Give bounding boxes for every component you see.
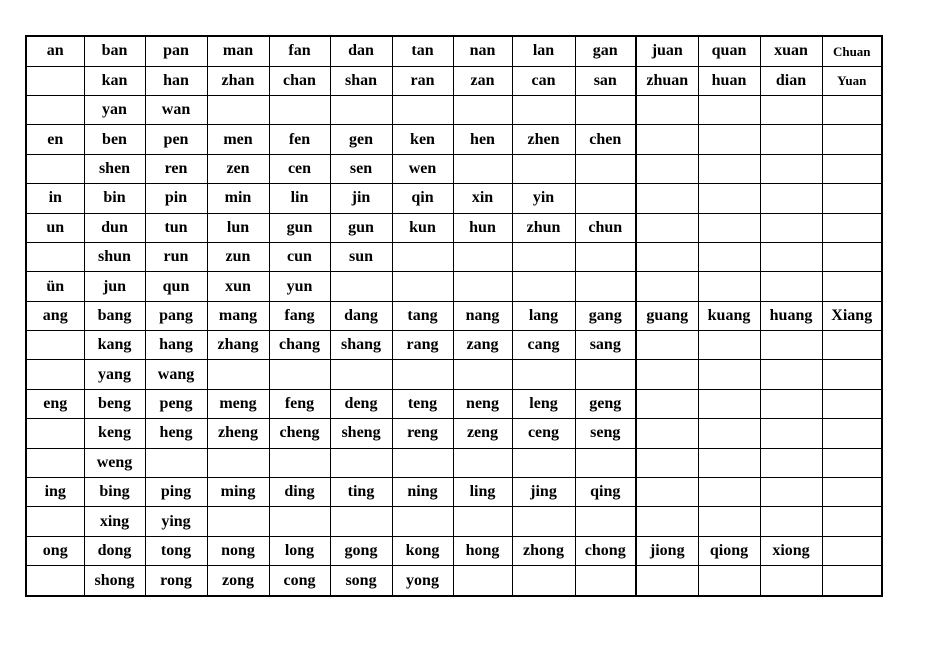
- syllable-cell: [822, 419, 882, 448]
- syllable-cell: [207, 96, 269, 125]
- syllable-cell: [392, 96, 453, 125]
- syllable-cell: tong: [145, 536, 207, 565]
- syllable-cell: zhun: [512, 213, 575, 242]
- syllable-cell: [698, 213, 760, 242]
- syllable-cell: ceng: [512, 419, 575, 448]
- syllable-cell: jiong: [636, 536, 698, 565]
- syllable-cell: [822, 184, 882, 213]
- syllable-cell: [760, 448, 822, 477]
- syllable-cell: [698, 242, 760, 271]
- syllable-cell: [145, 448, 207, 477]
- table-row: [26, 360, 882, 389]
- syllable-cell: [453, 272, 512, 301]
- syllable-cell: zhuan: [636, 66, 698, 95]
- syllable-cell: san: [575, 66, 636, 95]
- final-label-cell: eng: [26, 389, 84, 418]
- syllable-cell: [636, 184, 698, 213]
- syllable-cell: [453, 448, 512, 477]
- syllable-cell: tan: [392, 36, 453, 66]
- syllable-cell: ding: [269, 477, 330, 506]
- final-label-cell: [26, 331, 84, 360]
- syllable-cell: [453, 96, 512, 125]
- syllable-cell: [760, 184, 822, 213]
- syllable-cell: [760, 154, 822, 183]
- syllable-cell: [636, 154, 698, 183]
- syllable-cell: lang: [512, 301, 575, 330]
- syllable-cell: zen: [207, 154, 269, 183]
- syllable-cell: [822, 448, 882, 477]
- syllable-cell: [760, 272, 822, 301]
- syllable-cell: [636, 477, 698, 506]
- syllable-cell: [698, 331, 760, 360]
- syllable-cell: kan: [84, 66, 145, 95]
- syllable-cell: xun: [207, 272, 269, 301]
- syllable-cell: shan: [330, 66, 392, 95]
- syllable-cell: [512, 96, 575, 125]
- syllable-cell: nong: [207, 536, 269, 565]
- syllable-cell: [636, 213, 698, 242]
- syllable-cell: [636, 125, 698, 154]
- table-row: [26, 184, 882, 213]
- syllable-cell: [822, 536, 882, 565]
- syllable-cell: [822, 507, 882, 536]
- syllable-cell: ning: [392, 477, 453, 506]
- syllable-cell: kuang: [698, 301, 760, 330]
- syllable-cell: qing: [575, 477, 636, 506]
- syllable-cell: man: [207, 36, 269, 66]
- syllable-cell: yun: [269, 272, 330, 301]
- syllable-cell: [392, 360, 453, 389]
- syllable-cell: [822, 477, 882, 506]
- syllable-cell: Chuan: [822, 36, 882, 66]
- syllable-cell: men: [207, 125, 269, 154]
- syllable-cell: seng: [575, 419, 636, 448]
- syllable-cell: [822, 154, 882, 183]
- final-label-cell: [26, 66, 84, 95]
- syllable-cell: wan: [145, 96, 207, 125]
- table-row: [26, 477, 882, 506]
- syllable-cell: [636, 360, 698, 389]
- syllable-cell: Yuan: [822, 66, 882, 95]
- syllable-cell: dun: [84, 213, 145, 242]
- syllable-cell: [822, 331, 882, 360]
- syllable-cell: [760, 477, 822, 506]
- syllable-cell: peng: [145, 389, 207, 418]
- syllable-cell: [760, 419, 822, 448]
- syllable-cell: hong: [453, 536, 512, 565]
- syllable-cell: [822, 272, 882, 301]
- syllable-cell: gun: [269, 213, 330, 242]
- table-row: [26, 96, 882, 125]
- table-row: [26, 36, 882, 66]
- syllable-cell: rang: [392, 331, 453, 360]
- syllable-cell: shun: [84, 242, 145, 271]
- syllable-cell: sen: [330, 154, 392, 183]
- syllable-cell: zhen: [512, 125, 575, 154]
- syllable-cell: cheng: [269, 419, 330, 448]
- syllable-cell: zang: [453, 331, 512, 360]
- syllable-cell: kong: [392, 536, 453, 565]
- syllable-cell: zeng: [453, 419, 512, 448]
- syllable-cell: ran: [392, 66, 453, 95]
- syllable-cell: [269, 507, 330, 536]
- syllable-cell: teng: [392, 389, 453, 418]
- syllable-cell: [636, 566, 698, 596]
- syllable-cell: [392, 242, 453, 271]
- syllable-cell: [822, 242, 882, 271]
- syllable-cell: shang: [330, 331, 392, 360]
- syllable-cell: zhang: [207, 331, 269, 360]
- final-label-cell: ing: [26, 477, 84, 506]
- syllable-cell: ying: [145, 507, 207, 536]
- syllable-cell: sun: [330, 242, 392, 271]
- syllable-cell: [512, 272, 575, 301]
- syllable-cell: ken: [392, 125, 453, 154]
- syllable-cell: [330, 507, 392, 536]
- syllable-cell: [760, 566, 822, 596]
- syllable-cell: [636, 331, 698, 360]
- syllable-cell: shong: [84, 566, 145, 596]
- syllable-cell: [760, 331, 822, 360]
- syllable-cell: zhong: [512, 536, 575, 565]
- syllable-cell: [698, 448, 760, 477]
- syllable-cell: fang: [269, 301, 330, 330]
- final-label-cell: ong: [26, 536, 84, 565]
- syllable-cell: chen: [575, 125, 636, 154]
- syllable-cell: long: [269, 536, 330, 565]
- syllable-cell: ben: [84, 125, 145, 154]
- syllable-cell: fan: [269, 36, 330, 66]
- syllable-cell: ban: [84, 36, 145, 66]
- syllable-cell: [392, 507, 453, 536]
- syllable-cell: fen: [269, 125, 330, 154]
- syllable-cell: sheng: [330, 419, 392, 448]
- syllable-cell: yin: [512, 184, 575, 213]
- syllable-cell: lun: [207, 213, 269, 242]
- syllable-cell: [575, 360, 636, 389]
- syllable-cell: juan: [636, 36, 698, 66]
- syllable-cell: [269, 360, 330, 389]
- syllable-cell: [698, 154, 760, 183]
- syllable-cell: kun: [392, 213, 453, 242]
- syllable-cell: [512, 360, 575, 389]
- syllable-cell: [330, 448, 392, 477]
- table-row: [26, 301, 882, 330]
- syllable-cell: cang: [512, 331, 575, 360]
- syllable-cell: deng: [330, 389, 392, 418]
- final-label-cell: ün: [26, 272, 84, 301]
- syllable-cell: lin: [269, 184, 330, 213]
- syllable-cell: sang: [575, 331, 636, 360]
- syllable-cell: [269, 448, 330, 477]
- syllable-cell: [453, 507, 512, 536]
- syllable-cell: [330, 360, 392, 389]
- syllable-cell: qin: [392, 184, 453, 213]
- table-row: [26, 66, 882, 95]
- syllable-cell: huan: [698, 66, 760, 95]
- syllable-cell: dian: [760, 66, 822, 95]
- final-label-cell: [26, 566, 84, 596]
- syllable-cell: [698, 507, 760, 536]
- syllable-cell: [698, 360, 760, 389]
- syllable-cell: feng: [269, 389, 330, 418]
- syllable-cell: [636, 272, 698, 301]
- final-label-cell: [26, 242, 84, 271]
- syllable-cell: [636, 507, 698, 536]
- syllable-cell: gang: [575, 301, 636, 330]
- syllable-cell: hang: [145, 331, 207, 360]
- syllable-cell: [822, 389, 882, 418]
- syllable-cell: chan: [269, 66, 330, 95]
- syllable-cell: qun: [145, 272, 207, 301]
- syllable-cell: guang: [636, 301, 698, 330]
- table-row: [26, 536, 882, 565]
- syllable-cell: gan: [575, 36, 636, 66]
- syllable-cell: mang: [207, 301, 269, 330]
- syllable-cell: xin: [453, 184, 512, 213]
- syllable-cell: geng: [575, 389, 636, 418]
- syllable-cell: huang: [760, 301, 822, 330]
- syllable-cell: xiong: [760, 536, 822, 565]
- syllable-cell: heng: [145, 419, 207, 448]
- syllable-cell: reng: [392, 419, 453, 448]
- syllable-cell: shen: [84, 154, 145, 183]
- syllable-cell: gun: [330, 213, 392, 242]
- final-label-cell: en: [26, 125, 84, 154]
- syllable-cell: [512, 154, 575, 183]
- table-row: [26, 566, 882, 596]
- syllable-cell: [575, 184, 636, 213]
- syllable-cell: ling: [453, 477, 512, 506]
- syllable-cell: han: [145, 66, 207, 95]
- syllable-cell: yang: [84, 360, 145, 389]
- syllable-cell: tang: [392, 301, 453, 330]
- syllable-cell: [575, 96, 636, 125]
- syllable-cell: wang: [145, 360, 207, 389]
- table-row: [26, 125, 882, 154]
- syllable-cell: [636, 448, 698, 477]
- final-label-cell: an: [26, 36, 84, 66]
- syllable-cell: [575, 154, 636, 183]
- syllable-cell: [698, 272, 760, 301]
- syllable-cell: [330, 96, 392, 125]
- syllable-cell: jin: [330, 184, 392, 213]
- syllable-cell: [512, 242, 575, 271]
- syllable-cell: nang: [453, 301, 512, 330]
- syllable-cell: zheng: [207, 419, 269, 448]
- table-row: [26, 448, 882, 477]
- syllable-cell: [453, 154, 512, 183]
- syllable-cell: [269, 96, 330, 125]
- syllable-cell: run: [145, 242, 207, 271]
- syllable-cell: [636, 242, 698, 271]
- syllable-cell: lan: [512, 36, 575, 66]
- syllable-cell: dan: [330, 36, 392, 66]
- syllable-cell: [453, 566, 512, 596]
- syllable-cell: [453, 360, 512, 389]
- syllable-cell: [207, 360, 269, 389]
- final-label-cell: [26, 96, 84, 125]
- syllable-cell: [698, 477, 760, 506]
- final-label-cell: [26, 448, 84, 477]
- syllable-cell: [698, 125, 760, 154]
- table-row: [26, 331, 882, 360]
- syllable-cell: xing: [84, 507, 145, 536]
- syllable-cell: zun: [207, 242, 269, 271]
- syllable-cell: nan: [453, 36, 512, 66]
- syllable-cell: dong: [84, 536, 145, 565]
- syllable-cell: hen: [453, 125, 512, 154]
- syllable-cell: [760, 96, 822, 125]
- syllable-cell: [760, 507, 822, 536]
- final-label-cell: [26, 154, 84, 183]
- syllable-cell: pen: [145, 125, 207, 154]
- syllable-cell: [822, 96, 882, 125]
- syllable-cell: [760, 213, 822, 242]
- syllable-cell: quan: [698, 36, 760, 66]
- syllable-cell: [512, 448, 575, 477]
- syllable-cell: jing: [512, 477, 575, 506]
- syllable-cell: rong: [145, 566, 207, 596]
- final-label-cell: [26, 419, 84, 448]
- syllable-cell: wen: [392, 154, 453, 183]
- table-row: [26, 272, 882, 301]
- syllable-cell: qiong: [698, 536, 760, 565]
- syllable-cell: pin: [145, 184, 207, 213]
- syllable-cell: bin: [84, 184, 145, 213]
- syllable-cell: [575, 507, 636, 536]
- syllable-cell: ren: [145, 154, 207, 183]
- syllable-cell: yan: [84, 96, 145, 125]
- syllable-cell: zan: [453, 66, 512, 95]
- syllable-cell: pan: [145, 36, 207, 66]
- syllable-cell: [575, 448, 636, 477]
- syllable-cell: chong: [575, 536, 636, 565]
- syllable-cell: can: [512, 66, 575, 95]
- syllable-cell: meng: [207, 389, 269, 418]
- syllable-cell: gen: [330, 125, 392, 154]
- table-row: [26, 242, 882, 271]
- syllable-cell: [392, 272, 453, 301]
- syllable-cell: chang: [269, 331, 330, 360]
- syllable-cell: [636, 419, 698, 448]
- table-row: [26, 213, 882, 242]
- syllable-cell: ping: [145, 477, 207, 506]
- syllable-cell: [453, 242, 512, 271]
- syllable-cell: pang: [145, 301, 207, 330]
- syllable-cell: zhan: [207, 66, 269, 95]
- syllable-cell: [512, 566, 575, 596]
- syllable-cell: [698, 566, 760, 596]
- table-body: [26, 36, 882, 596]
- syllable-cell: keng: [84, 419, 145, 448]
- final-label-cell: [26, 360, 84, 389]
- syllable-cell: [330, 272, 392, 301]
- syllable-cell: [822, 360, 882, 389]
- syllable-cell: leng: [512, 389, 575, 418]
- syllable-cell: tun: [145, 213, 207, 242]
- syllable-cell: [822, 125, 882, 154]
- syllable-cell: [698, 389, 760, 418]
- table-row: [26, 507, 882, 536]
- final-label-cell: un: [26, 213, 84, 242]
- syllable-cell: kang: [84, 331, 145, 360]
- final-label-cell: ang: [26, 301, 84, 330]
- syllable-cell: [636, 96, 698, 125]
- syllable-cell: song: [330, 566, 392, 596]
- syllable-cell: Xiang: [822, 301, 882, 330]
- syllable-cell: yong: [392, 566, 453, 596]
- final-label-cell: [26, 507, 84, 536]
- syllable-cell: hun: [453, 213, 512, 242]
- syllable-cell: [207, 448, 269, 477]
- syllable-cell: xuan: [760, 36, 822, 66]
- table-row: [26, 389, 882, 418]
- syllable-cell: bing: [84, 477, 145, 506]
- syllable-cell: [760, 242, 822, 271]
- syllable-cell: bang: [84, 301, 145, 330]
- syllable-cell: [698, 184, 760, 213]
- syllable-cell: [575, 566, 636, 596]
- syllable-cell: cen: [269, 154, 330, 183]
- syllable-cell: [575, 242, 636, 271]
- syllable-cell: [760, 389, 822, 418]
- syllable-cell: min: [207, 184, 269, 213]
- syllable-cell: gong: [330, 536, 392, 565]
- syllable-cell: [698, 96, 760, 125]
- syllable-cell: neng: [453, 389, 512, 418]
- final-label-cell: in: [26, 184, 84, 213]
- syllable-cell: cong: [269, 566, 330, 596]
- syllable-cell: [822, 213, 882, 242]
- syllable-cell: ting: [330, 477, 392, 506]
- syllable-cell: [760, 360, 822, 389]
- syllable-cell: [822, 566, 882, 596]
- pinyin-final-table: [25, 35, 883, 597]
- syllable-cell: chun: [575, 213, 636, 242]
- syllable-cell: [512, 507, 575, 536]
- syllable-cell: [760, 125, 822, 154]
- syllable-cell: beng: [84, 389, 145, 418]
- syllable-cell: [575, 272, 636, 301]
- syllable-cell: weng: [84, 448, 145, 477]
- syllable-cell: [207, 507, 269, 536]
- syllable-cell: [392, 448, 453, 477]
- syllable-cell: [698, 419, 760, 448]
- table-row: [26, 419, 882, 448]
- syllable-cell: cun: [269, 242, 330, 271]
- table-row: [26, 154, 882, 183]
- syllable-cell: [636, 389, 698, 418]
- syllable-cell: jun: [84, 272, 145, 301]
- syllable-cell: dang: [330, 301, 392, 330]
- syllable-cell: ming: [207, 477, 269, 506]
- syllable-cell: zong: [207, 566, 269, 596]
